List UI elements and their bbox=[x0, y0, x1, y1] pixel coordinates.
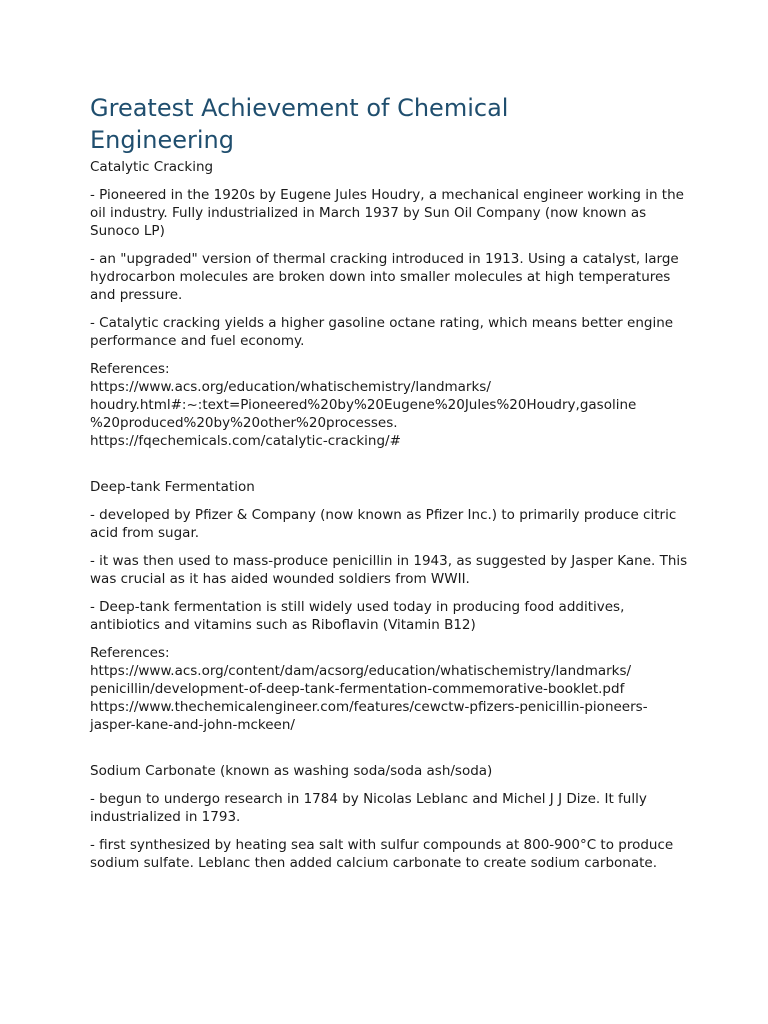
references-block bbox=[90, 360, 690, 450]
section-catalytic-cracking bbox=[90, 158, 690, 450]
section-spacer bbox=[90, 450, 690, 478]
reference-link[interactable]: %20produced%20by%20other%20processes. bbox=[90, 415, 398, 431]
section-heading: Sodium Carbonate (known as washing soda/soda ash/soda) bbox=[90, 763, 493, 779]
paragraph: - Pioneered in the 1920s by Eugene Jules Houdry, a mechanical engineer working in the oil industry. Fully industrialized in March 1937 by Sun Oil Company (now known as Sunoco LP) bbox=[90, 187, 684, 239]
section-heading: Deep-tank Fermentation bbox=[90, 479, 255, 495]
paragraph: - Deep-tank fermentation is still widely used today in producing food additives, antibiotics and vitamins such as Riboflavin (Vitamin B12) bbox=[90, 599, 625, 633]
reference-link[interactable]: https://www.thechemicalengineer.com/features/cewctw-pfizers-penicillin-pioneers- bbox=[90, 699, 648, 715]
section-sodium-carbonate bbox=[90, 762, 690, 872]
reference-link[interactable]: https://www.acs.org/education/whatischemistry/landmarks/ bbox=[90, 379, 491, 395]
title-line-2: Engineering bbox=[90, 126, 234, 154]
paragraph: - Catalytic cracking yields a higher gasoline octane rating, which means better engine performance and fuel economy. bbox=[90, 315, 674, 349]
page-title bbox=[90, 92, 690, 156]
references-block bbox=[90, 644, 690, 734]
reference-link[interactable]: houdry.html#:~:text=Pioneered%20by%20Eugene%20Jules%20Houdry,gasoline bbox=[90, 397, 637, 413]
section-spacer bbox=[90, 734, 690, 762]
references-label: References: bbox=[90, 645, 170, 661]
reference-link[interactable]: https://fqechemicals.com/catalytic-cracking/# bbox=[90, 433, 401, 449]
title-line-1: Greatest Achievement of Chemical bbox=[90, 94, 509, 122]
document-page bbox=[90, 92, 690, 882]
reference-link[interactable]: penicillin/development-of-deep-tank-fermentation-commemorative-booklet.pdf bbox=[90, 681, 625, 697]
section-heading: Catalytic Cracking bbox=[90, 159, 214, 175]
paragraph: - begun to undergo research in 1784 by Nicolas Leblanc and Michel J J Dize. It fully industrialized in 1793. bbox=[90, 791, 647, 825]
reference-link[interactable]: https://www.acs.org/content/dam/acsorg/education/whatischemistry/landmarks/ bbox=[90, 663, 632, 679]
paragraph: - an "upgraded" version of thermal cracking introduced in 1913. Using a catalyst, large hydrocarbon molecules are broken down into smaller molecules at high temperatures and pressure. bbox=[90, 251, 679, 303]
paragraph: - first synthesized by heating sea salt with sulfur compounds at 800-900°C to produce sodium sulfate. Leblanc then added calcium carbonate to create sodium carbonate. bbox=[90, 837, 674, 871]
paragraph: - it was then used to mass-produce penicillin in 1943, as suggested by Jasper Kane. This was crucial as it has aided wounded soldiers from WWII. bbox=[90, 553, 688, 587]
references-label: References: bbox=[90, 361, 170, 377]
section-deep-tank-fermentation bbox=[90, 478, 690, 734]
reference-link[interactable]: jasper-kane-and-john-mckeen/ bbox=[90, 717, 295, 733]
paragraph: - developed by Pfizer & Company (now known as Pfizer Inc.) to primarily produce citric acid from sugar. bbox=[90, 507, 677, 541]
